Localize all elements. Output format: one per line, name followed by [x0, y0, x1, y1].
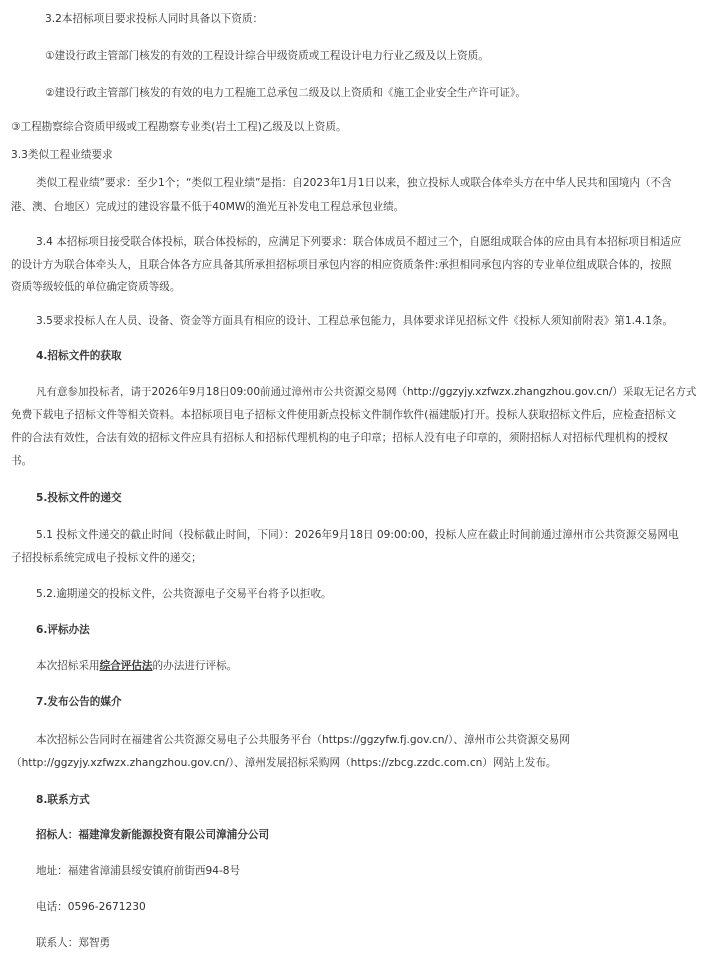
performance-line-2: 港、澳、台地区）完成过的建设容量不低于40MW的渔光互补发电工程总承包业绩。 [11, 201, 405, 213]
media-line-1: 本次招标公告同时在福建省公共资源交易电子公共服务平台（https://ggzyfw.fj.gov.cn/）、漳州市公共资源交易网 [36, 734, 570, 746]
section-5-title: 5.投标文件的递交 [36, 492, 122, 504]
submission-line-2: 子招投标系统完成电子投标文件的递交； [11, 552, 202, 564]
section-6-title: 6.评标办法 [36, 624, 90, 636]
section-4-title: 4.招标文件的获取 [36, 350, 122, 362]
obtain-line-3: 件的合法有效性，合法有效的招标文件应具有招标人和招标代理机构的电子印章；招标人没有电子印章的，须附招标人对招标代理机构的授权 [11, 432, 668, 444]
tenderer-name: 招标人：福建漳发新能源投资有限公司漳浦分公司 [36, 829, 270, 841]
section-3-3-title: 3.3类似工程业绩要求 [11, 149, 113, 161]
media-line-2: （http://ggzyjy.xzfwzx.zhangzhou.gov.cn/）、漳州发展招标采购网（https://zbcg.zzdc.com.cn）网站上发布。 [11, 757, 557, 769]
evaluation-method: 综合评估法 [99, 660, 153, 672]
section-7-title: 7.发布公告的媒介 [36, 696, 122, 708]
section-8-title: 8.联系方式 [36, 794, 90, 806]
evaluation-suffix: 的办法进行评标。 [152, 660, 238, 672]
performance-line-1: 类似工程业绩”要求：至少1个；“类似工程业绩”是指：自2023年1月1日以来，独立投标人或联合体牵头方在中华人民共和国境内（不含 [36, 177, 672, 189]
obtain-line-1: 凡有意参加投标者，请于2026年9月18日09:00前通过漳州市公共资源交易网（http://ggzyjy.xzfwzx.zhangzhou.gov.cn/）采取无记名方式 [36, 386, 697, 398]
capability-line-1: 3.5要求投标人在人员、设备、资金等方面具有相应的设计、工程总承包能力，具体要求详见招标文件《投标人须知前附表》第1.4.1条。 [36, 315, 674, 327]
submission-line-3: 5.2.逾期递交的投标文件，公共资源电子交易平台将予以拒收。 [36, 588, 332, 600]
tenderer-contact: 联系人：郑智勇 [36, 937, 111, 949]
consortium-line-1: 3.4 本招标项目接受联合体投标，联合体投标的，应满足下列要求：联合体成员不超过三个，自愿组成联合体的应由具有本招标项目相适应 [36, 236, 682, 248]
qualification-item-2: ②建设行政主管部门核发的有效的电力工程施工总承包二级及以上资质和《施工企业安全生产许可证》。 [45, 87, 526, 99]
tenderer-phone: 电话：0596-2671230 [36, 901, 146, 913]
obtain-line-4: 书。 [11, 455, 33, 467]
tenderer-address: 地址：福建省漳浦县绥安镇府前街西94-8号 [36, 865, 241, 877]
evaluation-method-line [36, 661, 237, 672]
qualification-item-1: ①建设行政主管部门核发的有效的工程设计综合甲级资质或工程设计电力行业乙级及以上资质。 [45, 50, 489, 62]
evaluation-prefix: 本次招标采用 [36, 660, 100, 672]
consortium-line-2: 的设计方为联合体牵头人，且联合体各方应具备其所承担招标项目承包内容的相应资质条件:承担相同承包内容的专业单位组成联合体的，按照 [11, 259, 672, 271]
qualification-item-3: ③工程勘察综合资质甲级或工程勘察专业类(岩土工程)乙级及以上资质。 [11, 121, 347, 133]
consortium-line-3: 资质等级较低的单位确定资质等级。 [11, 281, 181, 293]
obtain-line-2: 免费下载电子招标文件等相关资料。本招标项目电子招标文件使用新点投标文件制作软件(福建版)打开。投标人获取招标文件后，应检查招标文 [11, 409, 677, 421]
section-3-2-title: 3.2本招标项目要求投标人同时具备以下资质： [45, 13, 264, 25]
submission-line-1: 5.1 投标文件递交的截止时间（投标截止时间，下同）：2026年9月18日 09:00:00，投标人应在截止时间前通过漳州市公共资源交易网电 [36, 529, 679, 541]
